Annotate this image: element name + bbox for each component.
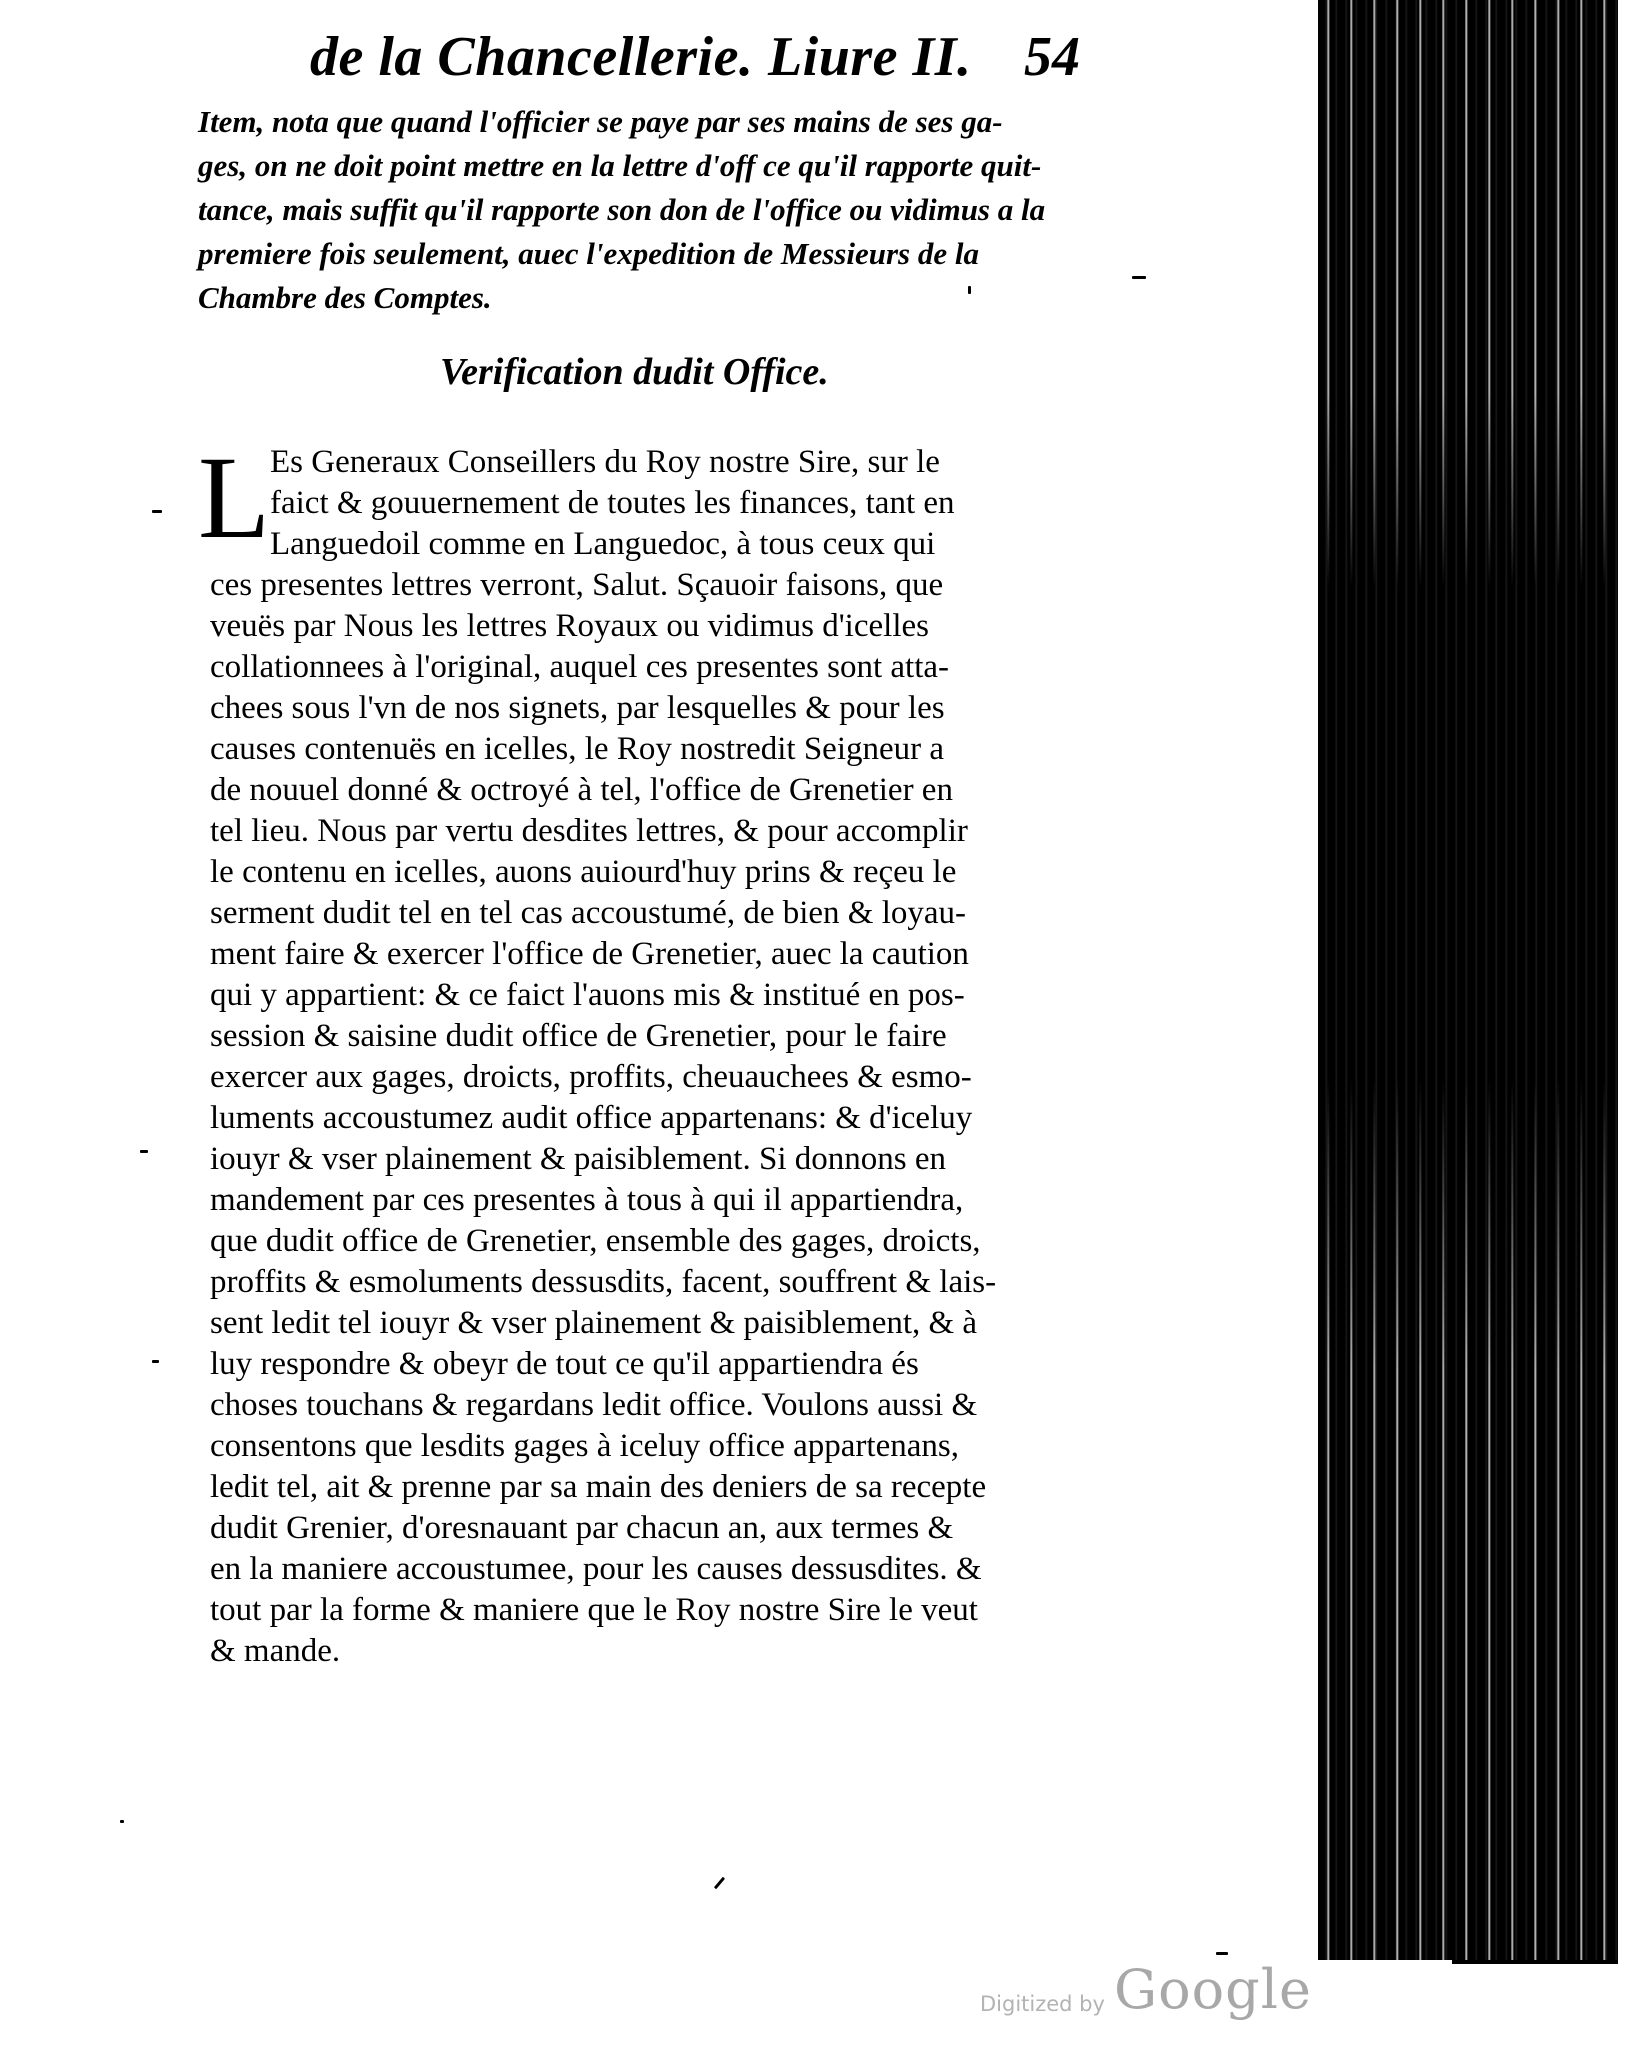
- body-line: proffits & esmoluments dessusdits, facent, souffrent & lais-: [210, 1264, 997, 1300]
- body-line: luy respondre & obeyr de tout ce qu'il appartiendra és: [210, 1346, 919, 1382]
- note-line: Item, nota que quand l'officier se paye par ses mains de ses ga-: [198, 104, 1003, 139]
- digitized-by-google-watermark: [980, 1958, 1320, 2028]
- note-line: tance, mais suffit qu'il rapporte son don de l'office ou vidimus a la: [198, 192, 1046, 227]
- body-line: dudit Grenier, d'oresnauant par chacun an, aux termes &: [210, 1510, 954, 1546]
- body-line: session & saisine dudit office de Grenetier, pour le faire: [210, 1018, 947, 1054]
- scan-speck: [1216, 1952, 1228, 1955]
- body-line: Es Generaux Conseillers du Roy nostre Sire, sur le: [270, 444, 940, 480]
- body-line: causes contenuës en icelles, le Roy nostredit Seigneur a: [210, 731, 945, 767]
- body-line: consentons que lesdits gages à iceluy office appartenans,: [210, 1428, 959, 1464]
- body-line: ment faire & exercer l'office de Grenetier, auec la caution: [210, 936, 969, 972]
- scan-speck: [140, 1150, 148, 1153]
- note-line: Chambre des Comptes.: [198, 280, 492, 315]
- page-number: 54: [1024, 26, 1080, 88]
- scan-speck: [714, 1877, 725, 1890]
- scan-speck: [120, 1820, 124, 1823]
- body-line: ledit tel, ait & prenne par sa main des deniers de sa recepte: [210, 1469, 987, 1505]
- body-line: mandement par ces presentes à tous à qui il appartiendra,: [210, 1182, 964, 1218]
- body-line: ces presentes lettres verront, Salut. Sçauoir faisons, que: [210, 567, 944, 603]
- drop-cap: L: [198, 432, 271, 563]
- page-edge-rule: [1452, 1960, 1618, 1964]
- body-line: en la maniere accoustumee, pour les causes dessusdites. &: [210, 1551, 982, 1587]
- body-line: luments accoustumez audit office appartenans: & d'iceluy: [210, 1100, 973, 1136]
- body-line: & mande.: [210, 1633, 341, 1669]
- body-line: veuës par Nous les lettres Royaux ou vidimus d'icelles: [210, 608, 929, 644]
- watermark-digitized-text: Digitized by: [980, 1992, 1105, 2016]
- google-logo: Google: [1114, 1958, 1312, 2021]
- body-line: iouyr & vser plainement & paisiblement. Si donnons en: [210, 1141, 946, 1177]
- body-line: tout par la forme & maniere que le Roy nostre Sire le veut: [210, 1592, 978, 1628]
- section-title: Verification dudit Office.: [440, 351, 829, 393]
- running-head: de la Chancellerie. Liure II.: [310, 26, 972, 88]
- body-line: serment dudit tel en tel cas accoustumé, de bien & loyau-: [210, 895, 967, 931]
- note-line: ges, on ne doit point mettre en la lettre d'off ce qu'il rapporte quit-: [198, 148, 1042, 183]
- body-line: sent ledit tel iouyr & vser plainement & paisiblement, & à: [210, 1305, 978, 1341]
- body-line: tel lieu. Nous par vertu desdites lettres, & pour accomplir: [210, 813, 968, 849]
- body-line: chees sous l'vn de nos signets, par lesquelles & pour les: [210, 690, 945, 726]
- note-line: premiere fois seulement, auec l'expedition de Messieurs de la: [198, 236, 979, 271]
- body-line: faict & gouuernement de toutes les finances, tant en: [270, 485, 955, 521]
- body-line: que dudit office de Grenetier, ensemble des gages, droicts,: [210, 1223, 981, 1259]
- scan-speck: [152, 1360, 159, 1363]
- scan-speck: [152, 510, 162, 513]
- body-line: le contenu en icelles, auons auiourd'huy prins & reçeu le: [210, 854, 957, 890]
- body-line: exercer aux gages, droicts, proffits, cheuauchees & esmo-: [210, 1059, 972, 1095]
- body-line: Languedoil comme en Languedoc, à tous ceux qui: [270, 526, 936, 562]
- body-line: collationnees à l'original, auquel ces presentes sont atta-: [210, 649, 950, 685]
- page-header: [310, 25, 1090, 95]
- body-line: choses touchans & regardans ledit office. Voulons aussi &: [210, 1387, 978, 1423]
- scan-speck: [1132, 276, 1146, 279]
- body-line: de nouuel donné & octroyé à tel, l'office de Grenetier en: [210, 772, 953, 808]
- italic-note: [198, 100, 1078, 320]
- page-edge-streaks: [1318, 0, 1618, 1960]
- scan-speck: [968, 286, 971, 294]
- body-text: [210, 442, 1100, 1672]
- body-line: qui y appartient: & ce faict l'auons mis & institué en pos-: [210, 977, 965, 1013]
